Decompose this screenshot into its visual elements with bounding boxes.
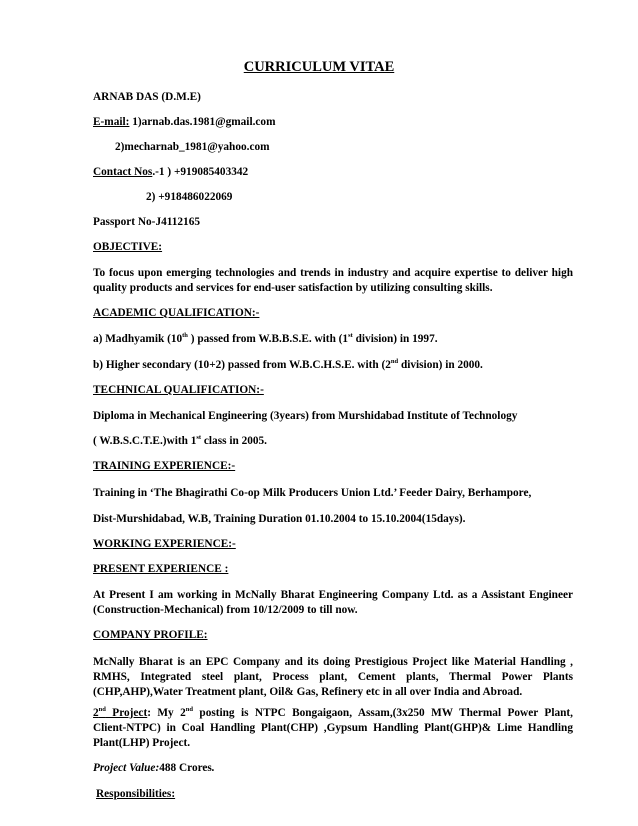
objective-text-line-1: To focus upon emerging technologies and trends in industry and acquire expertise to deliver high <box>93 267 573 279</box>
technical-heading: TECHNICAL QUALIFICATION:- <box>93 384 264 396</box>
candidate-name: ARNAB DAS (D.M.E) <box>93 91 201 103</box>
academic-item-b <box>93 358 483 372</box>
contact-line-1 <box>93 165 248 179</box>
project-label-word: Project <box>105 707 148 719</box>
project-value-dot: . <box>211 762 215 774</box>
email-line-1 <box>93 115 275 129</box>
academic-item-a <box>93 332 438 346</box>
company-line-2: RMHS, Integrated steel plant, Process plant, Cement plants, Thermal Power Plants <box>93 671 573 683</box>
contact-primary: .-1 ) +919085403342 <box>152 166 249 178</box>
page-title: CURRICULUM VITAE <box>243 59 395 75</box>
academic-b-post: division) in 2000. <box>398 359 483 371</box>
academic-heading: ACADEMIC QUALIFICATION:- <box>93 307 260 319</box>
technical-line-2-sup: st <box>196 434 202 441</box>
academic-a-sup2: st <box>348 332 353 339</box>
technical-line-2-post: class in 2005. <box>201 435 267 447</box>
company-line-3: (CHP,AHP),Water Treatment plant, Oil& Gas, Refinery etc in all over India and Abroad. <box>93 686 523 698</box>
contact-label: Contact Nos <box>93 166 153 178</box>
project-line-2: Client-NTPC) in Coal Handling Plant(CHP) ,Gypsum Handling Plant(GHP)& Lime Handling <box>93 722 573 734</box>
training-line-2: Dist-Murshidabad, W.B, Training Duration 01.10.2004 to 15.10.2004(15days). <box>93 513 466 525</box>
technical-line-2 <box>93 434 267 448</box>
company-line-1: McNally Bharat is an EPC Company and its doing Prestigious Project like Material Handling , <box>93 656 573 668</box>
contact-secondary: 2) +918486022069 <box>146 191 233 203</box>
project-value-amount: 488 Crores <box>159 762 212 774</box>
project-line-1-pre: : My 2 <box>147 707 186 719</box>
email-primary: 1)arnab.das.1981@gmail.com <box>129 116 276 128</box>
company-heading: COMPANY PROFILE: <box>93 629 208 641</box>
project-line-1 <box>93 706 573 720</box>
project-value <box>93 761 215 775</box>
present-heading: PRESENT EXPERIENCE : <box>93 563 229 575</box>
project-label <box>93 707 147 719</box>
objective-heading: OBJECTIVE: <box>93 241 163 253</box>
project-line-1-post: posting is NTPC Bongaigaon, Assam,(3x250 MW Thermal Power Plant, <box>193 707 573 719</box>
working-heading: WORKING EXPERIENCE:- <box>93 538 236 550</box>
project-value-label: Project Value: <box>93 762 160 774</box>
project-line-3: Plant(LHP) Project. <box>93 737 191 749</box>
objective-text-line-2: quality products and services for end-user satisfaction by utilizing consulting skills. <box>93 282 493 294</box>
academic-a-sup: th <box>182 332 188 339</box>
project-line-1-sup: nd <box>185 706 193 713</box>
present-line-1: At Present I am working in McNally Bharat Engineering Company Ltd. as a Assistant Engineer <box>93 589 573 601</box>
academic-b-text: b) Higher secondary (10+2) passed from W.B.C.H.S.E. with (2 <box>93 359 391 371</box>
training-heading: TRAINING EXPERIENCE:- <box>93 460 236 472</box>
academic-a-text: a) Madhyamik (10 <box>93 333 183 345</box>
project-label-num: 2 <box>93 707 99 719</box>
academic-a-mid: ) passed from W.B.B.S.E. with (1 <box>187 333 349 345</box>
training-line-1: Training in ‘The Bhagirathi Co-op Milk Producers Union Ltd.’ Feeder Dairy, Berhampore, <box>93 487 532 499</box>
present-line-2: (Construction-Mechanical) from 10/12/2009 to till now. <box>93 604 358 616</box>
passport-number: Passport No-J4112165 <box>93 216 201 228</box>
academic-b-sup: nd <box>390 358 399 365</box>
technical-line-2-text: ( W.B.S.C.T.E.)with 1 <box>93 435 197 447</box>
responsibilities-heading: Responsibilities: <box>96 788 176 800</box>
email-label: E-mail: <box>93 116 130 128</box>
academic-a-post: division) in 1997. <box>352 333 438 345</box>
technical-line-1: Diploma in Mechanical Engineering (3years) from Murshidabad Institute of Technology <box>93 410 518 422</box>
email-secondary: 2)mecharnab_1981@yahoo.com <box>115 141 270 153</box>
project-label-sup: nd <box>98 706 106 713</box>
